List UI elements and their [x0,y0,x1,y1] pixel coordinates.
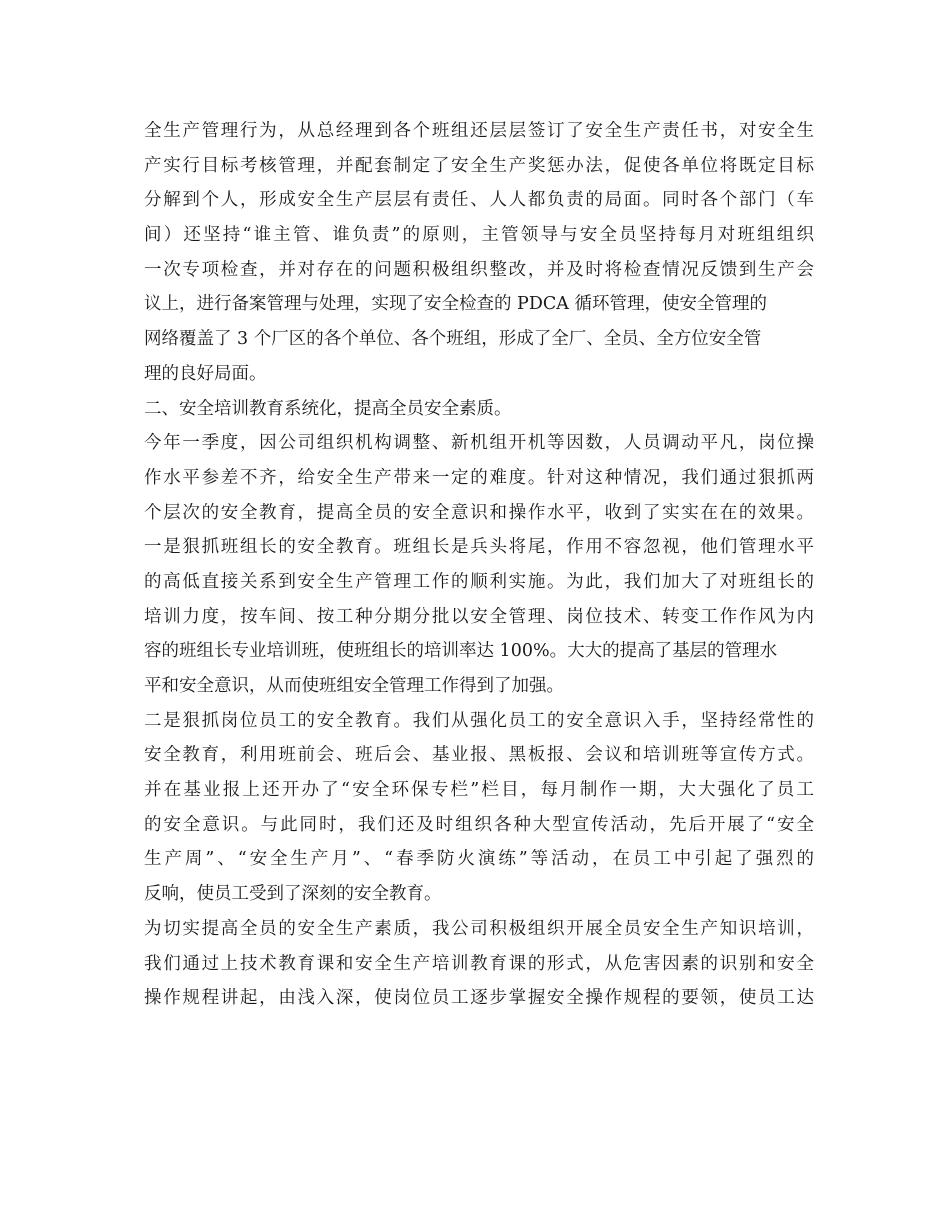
text-line: 生产周”、“安全生产月”、“春季防火演练”等活动，在员工中引起了强烈的 [144,849,814,870]
text-line: 并在基业报上还开办了“安全环保专栏”栏目，每月制作一期，大大强化了员工 [144,780,814,801]
text-line: 的安全意识。与此同时，我们还及时组织各种大型宣传活动，先后开展了“安全 [144,814,814,835]
text-line: 二、安全培训教育系统化，提高全员安全素质。 [144,398,512,419]
body-text [144,114,814,1016]
text-line: 议上，进行备案管理与处理，实现了安全检查的 PDCA 循环管理，使安全管理的 [144,294,767,315]
text-line: 为切实提高全员的安全生产素质，我公司积极组织开展全员安全生产知识培训， [144,918,814,939]
text-line: 的高低直接关系到安全生产管理工作的顺利实施。为此，我们加大了对班组长的 [144,571,814,592]
text-line: 个层次的安全教育，提高全员的安全意识和操作水平，收到了实实在在的效果。 [144,502,814,523]
text-line: 一是狠抓班组长的安全教育。班组长是兵头将尾，作用不容忽视，他们管理水平 [144,537,814,558]
text-line: 二是狠抓岗位员工的安全教育。我们从强化员工的安全意识入手，坚持经常性的 [144,710,814,731]
text-line: 容的班组长专业培训班，使班组长的培训率达 100%。大大的提高了基层的管理水 [144,641,778,662]
text-line: 平和安全意识，从而使班组安全管理工作得到了加强。 [144,676,564,696]
text-line: 作水平参差不齐，给安全生产带来一定的难度。针对这种情况，我们通过狠抓两 [144,467,814,488]
text-line: 网络覆盖了 3 个厂区的各个单位、各个班组，形成了全厂、全员、全方位安全管 [144,329,762,350]
text-line: 分解到个人，形成安全生产层层有责任、人人都负责的局面。同时各个部门（车 [144,190,814,211]
text-line: 今年一季度，因公司组织机构调整、新机组开机等因数，人员调动平凡，岗位操 [144,433,814,454]
text-line: 一次专项检查，并对存在的问题积极组织整改，并及时将检查情况反馈到生产会 [144,259,814,280]
text-line: 理的良好局面。 [144,363,267,384]
text-line: 全生产管理行为，从总经理到各个班组还层层签订了安全生产责任书，对安全生 [144,121,814,141]
text-line: 操作规程讲起，由浅入深，使岗位员工逐步掌握安全操作规程的要领，使员工达 [144,988,814,1009]
text-line: 产实行目标考核管理，并配套制定了安全生产奖惩办法，促使各单位将既定目标 [144,155,814,176]
text-line: 间）还坚持“谁主管、谁负责”的原则，主管领导与安全员坚持每月对班组组织 [144,225,814,246]
text-line: 安全教育，利用班前会、班后会、基业报、黑板报、会议和培训班等宣传方式。 [144,745,814,766]
text-line: 我们通过上技术教育课和安全生产培训教育课的形式，从危害因素的识别和安全 [144,953,814,974]
text-line: 培训力度，按车间、按工种分期分批以安全管理、岗位技术、转变工作作风为内 [144,606,814,627]
text-line: 反响，使员工受到了深刻的安全教育。 [144,884,442,905]
